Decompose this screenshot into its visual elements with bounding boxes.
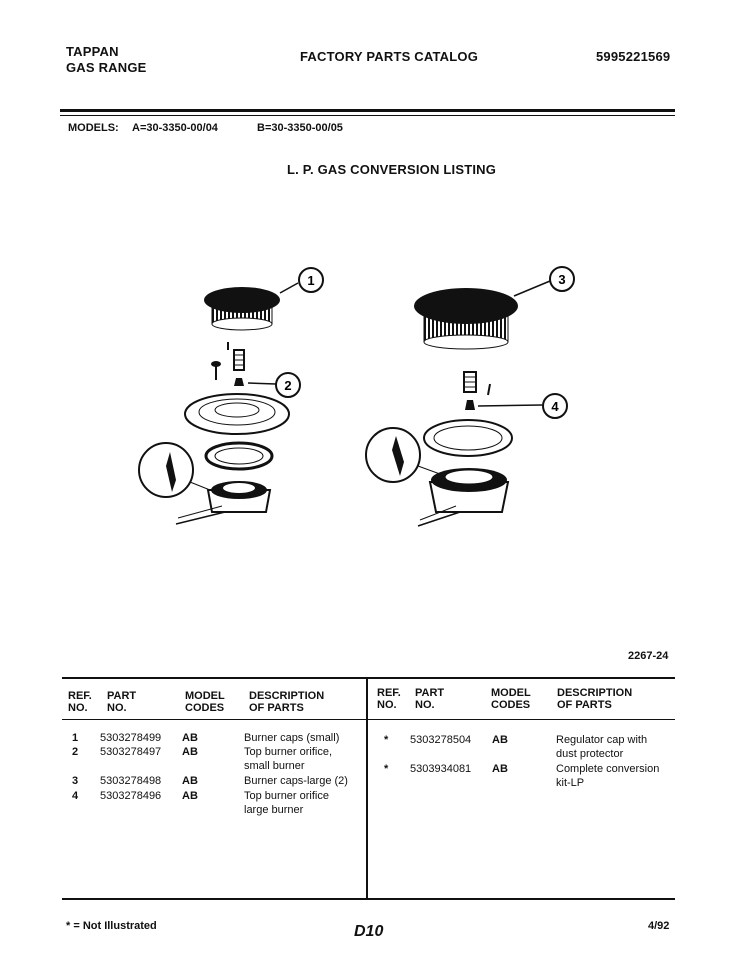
row-ref: * — [384, 734, 389, 746]
footer-note: * = Not Illustrated — [66, 920, 157, 932]
table-bottom-rule — [62, 898, 675, 900]
row-ref: 4 — [72, 790, 79, 802]
row-model: AB — [492, 734, 508, 746]
left-header-desc: DESCRIPTION OF PARTS — [249, 690, 325, 714]
callout-4: 4 — [551, 399, 559, 414]
left-header-ref: REF. NO. — [68, 690, 92, 714]
row-desc: Burner caps (small) — [244, 732, 340, 744]
row-model: AB — [182, 790, 198, 802]
product-name: GAS RANGE — [66, 60, 147, 75]
row-desc: Complete conversion kit-LP — [556, 763, 660, 789]
right-header-ref: REF. NO. — [377, 687, 401, 711]
figure-number: 2267-24 — [628, 650, 669, 662]
row-model: AB — [182, 775, 198, 787]
row-model: AB — [492, 763, 508, 775]
section-title: L. P. GAS CONVERSION LISTING — [287, 162, 497, 177]
models-label: MODELS: — [68, 122, 119, 134]
right-header-model: MODEL CODES — [491, 687, 531, 711]
row-desc: Top burner orifice large burner — [244, 790, 329, 816]
callout-1: 1 — [307, 273, 315, 288]
row-desc: Top burner orifice, small burner — [244, 746, 333, 772]
page-number: D10 — [354, 923, 384, 940]
orifice-small-illustration — [211, 342, 244, 386]
callout-3: 3 — [558, 272, 566, 287]
burner-base-right-illustration — [418, 420, 512, 526]
row-model: AB — [182, 732, 198, 744]
row-part: 5303278504 — [410, 734, 472, 746]
row-part: 5303278496 — [100, 790, 162, 802]
table-top-rule — [62, 677, 675, 679]
left-header-part: PART NO. — [107, 690, 137, 714]
table-header-rule — [62, 719, 675, 720]
burner-base-left-illustration — [176, 394, 289, 524]
burner-cap-small-illustration — [204, 287, 280, 330]
detail-circle-left-illustration — [139, 443, 215, 497]
model-b: B=30-3350-00/05 — [257, 122, 343, 134]
burner-cap-large-illustration — [414, 288, 518, 349]
right-header-part: PART NO. — [415, 687, 445, 711]
row-part: 5303278497 — [100, 746, 162, 758]
row-ref: 3 — [72, 775, 79, 787]
row-desc: Burner caps-large (2) — [244, 775, 348, 787]
orifice-large-illustration — [464, 372, 490, 410]
right-header-desc: DESCRIPTION OF PARTS — [557, 687, 633, 711]
row-part: 5303934081 — [410, 763, 472, 775]
callout-2: 2 — [284, 378, 292, 393]
table-center-divider — [366, 678, 368, 898]
model-a: A=30-3350-00/04 — [132, 122, 218, 134]
row-part: 5303278498 — [100, 775, 162, 787]
row-ref: 1 — [72, 732, 79, 744]
row-ref: 2 — [72, 746, 79, 758]
left-header-model: MODEL CODES — [185, 690, 225, 714]
row-part: 5303278499 — [100, 732, 162, 744]
catalog-number: 5995221569 — [596, 49, 671, 64]
row-desc: Regulator cap with dust protector — [556, 734, 648, 760]
brand-name: TAPPAN — [66, 44, 119, 59]
row-ref: * — [384, 763, 389, 775]
row-model: AB — [182, 746, 198, 758]
footer-date: 4/92 — [648, 920, 670, 932]
catalog-title: FACTORY PARTS CATALOG — [300, 49, 479, 64]
